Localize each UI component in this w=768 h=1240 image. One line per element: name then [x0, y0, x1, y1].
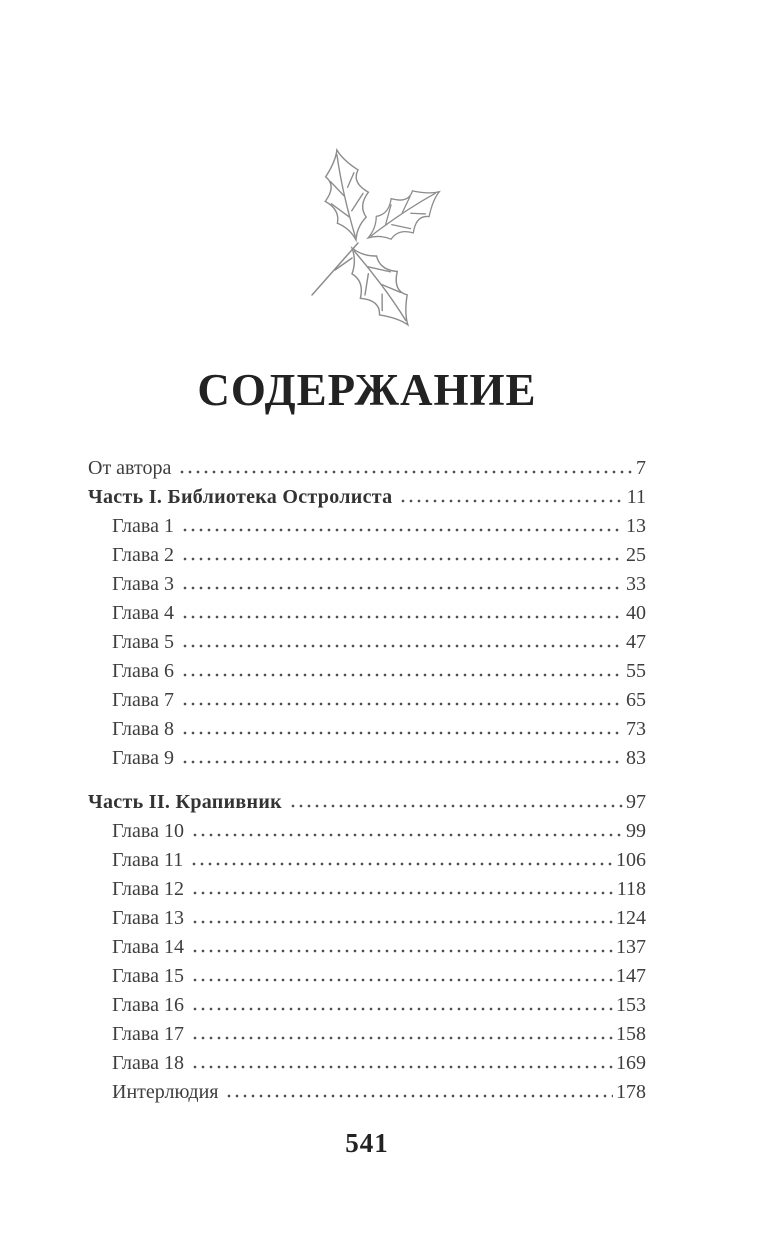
toc-entry — [88, 602, 646, 631]
dot-leader — [181, 615, 623, 619]
dot-leader — [181, 644, 623, 648]
book-page — [88, 0, 646, 1159]
toc-entry-page: 65 — [626, 689, 646, 711]
toc-entry — [88, 718, 646, 747]
toc-entry-page: 169 — [616, 1052, 646, 1074]
toc-entry-page: 73 — [626, 718, 646, 740]
toc-entry-page: 33 — [626, 573, 646, 595]
dot-leader — [191, 949, 613, 953]
toc-entry-page: 178 — [616, 1081, 646, 1103]
dot-leader — [289, 804, 623, 808]
toc-entry — [88, 907, 646, 936]
holly-branch-illustration — [278, 132, 498, 332]
toc-entry — [88, 544, 646, 573]
toc-entry-label: От автора — [88, 457, 172, 479]
toc-entry-label: Глава 2 — [112, 544, 174, 566]
toc-entry-label: Глава 5 — [112, 631, 174, 653]
dot-leader — [191, 1065, 613, 1069]
toc-entry-page: 106 — [616, 849, 646, 871]
toc-entry-page: 99 — [626, 820, 646, 842]
toc-entry-label: Глава 8 — [112, 718, 174, 740]
dot-leader — [225, 1094, 613, 1098]
dot-leader — [181, 528, 623, 532]
toc-entry-page: 47 — [626, 631, 646, 653]
toc-entry-page: 40 — [626, 602, 646, 624]
dot-leader — [181, 586, 623, 590]
toc-entry-page: 147 — [616, 965, 646, 987]
dot-leader — [181, 702, 623, 706]
toc-entry-label: Глава 17 — [112, 1023, 184, 1045]
toc-entry-label: Глава 3 — [112, 573, 174, 595]
toc-entry-label: Глава 18 — [112, 1052, 184, 1074]
toc-entry-page: 153 — [616, 994, 646, 1016]
toc-entry — [88, 849, 646, 878]
dot-leader — [191, 920, 613, 924]
toc-entry — [88, 1023, 646, 1052]
toc-entry-label: Часть II. Крапивник — [88, 791, 283, 813]
toc-entry — [88, 689, 646, 718]
dot-leader — [181, 673, 623, 677]
toc-entry-page: 7 — [636, 457, 646, 479]
toc-entry — [88, 631, 646, 660]
toc-entry-label: Глава 16 — [112, 994, 184, 1016]
toc-entry-label: Глава 11 — [112, 849, 184, 871]
toc-entry — [88, 1081, 646, 1110]
toc-entry-page: 55 — [626, 660, 646, 682]
toc-entry — [88, 1052, 646, 1081]
toc-entry-label: Глава 6 — [112, 660, 174, 682]
toc-entry-label: Глава 1 — [112, 515, 174, 537]
toc-entry-label: Глава 14 — [112, 936, 184, 958]
toc-entry-label: Глава 4 — [112, 602, 174, 624]
toc-entry-page: 118 — [616, 878, 646, 900]
toc-entry — [88, 994, 646, 1023]
page-title: СОДЕРЖАНИЕ — [197, 365, 537, 415]
dot-leader — [191, 833, 623, 837]
toc-entry-label: Глава 13 — [112, 907, 184, 929]
toc-entry — [88, 457, 646, 486]
toc-entry — [88, 660, 646, 689]
dot-leader — [181, 557, 623, 561]
dot-leader — [191, 891, 614, 895]
toc-entry-label: Глава 10 — [112, 820, 184, 842]
toc-entry-page: 11 — [626, 486, 646, 508]
toc-entry-label: Глава 7 — [112, 689, 174, 711]
toc-entry — [88, 820, 646, 849]
dot-leader — [181, 760, 623, 764]
toc-entry-label: Глава 9 — [112, 747, 174, 769]
toc-entry-page: 13 — [626, 515, 646, 537]
dot-leader — [191, 978, 613, 982]
toc-entry-page: 83 — [626, 747, 646, 769]
dot-leader — [181, 731, 623, 735]
dot-leader — [178, 470, 633, 474]
dot-leader — [190, 862, 613, 866]
folio-page-number: 541 — [345, 1128, 389, 1158]
toc-entry-page: 137 — [616, 936, 646, 958]
toc-entry — [88, 878, 646, 907]
toc-entry — [88, 965, 646, 994]
toc-entry-label: Интерлюдия — [112, 1081, 219, 1103]
toc-entry-page: 158 — [616, 1023, 646, 1045]
toc-entry — [88, 791, 646, 820]
toc-entry-label: Часть I. Библиотека Остролиста — [88, 486, 393, 508]
toc-entry-page: 124 — [616, 907, 646, 929]
toc-entry — [88, 936, 646, 965]
toc-entry — [88, 747, 646, 776]
toc-entry-page: 25 — [626, 544, 646, 566]
toc-entry — [88, 486, 646, 515]
toc-entry — [88, 515, 646, 544]
toc-entry-label: Глава 15 — [112, 965, 184, 987]
dot-leader — [399, 499, 623, 503]
toc-entry-page: 97 — [626, 791, 646, 813]
toc-entry-label: Глава 12 — [112, 878, 184, 900]
table-of-contents — [88, 457, 646, 1110]
toc-entry — [88, 573, 646, 602]
dot-leader — [191, 1007, 613, 1011]
dot-leader — [191, 1036, 613, 1040]
